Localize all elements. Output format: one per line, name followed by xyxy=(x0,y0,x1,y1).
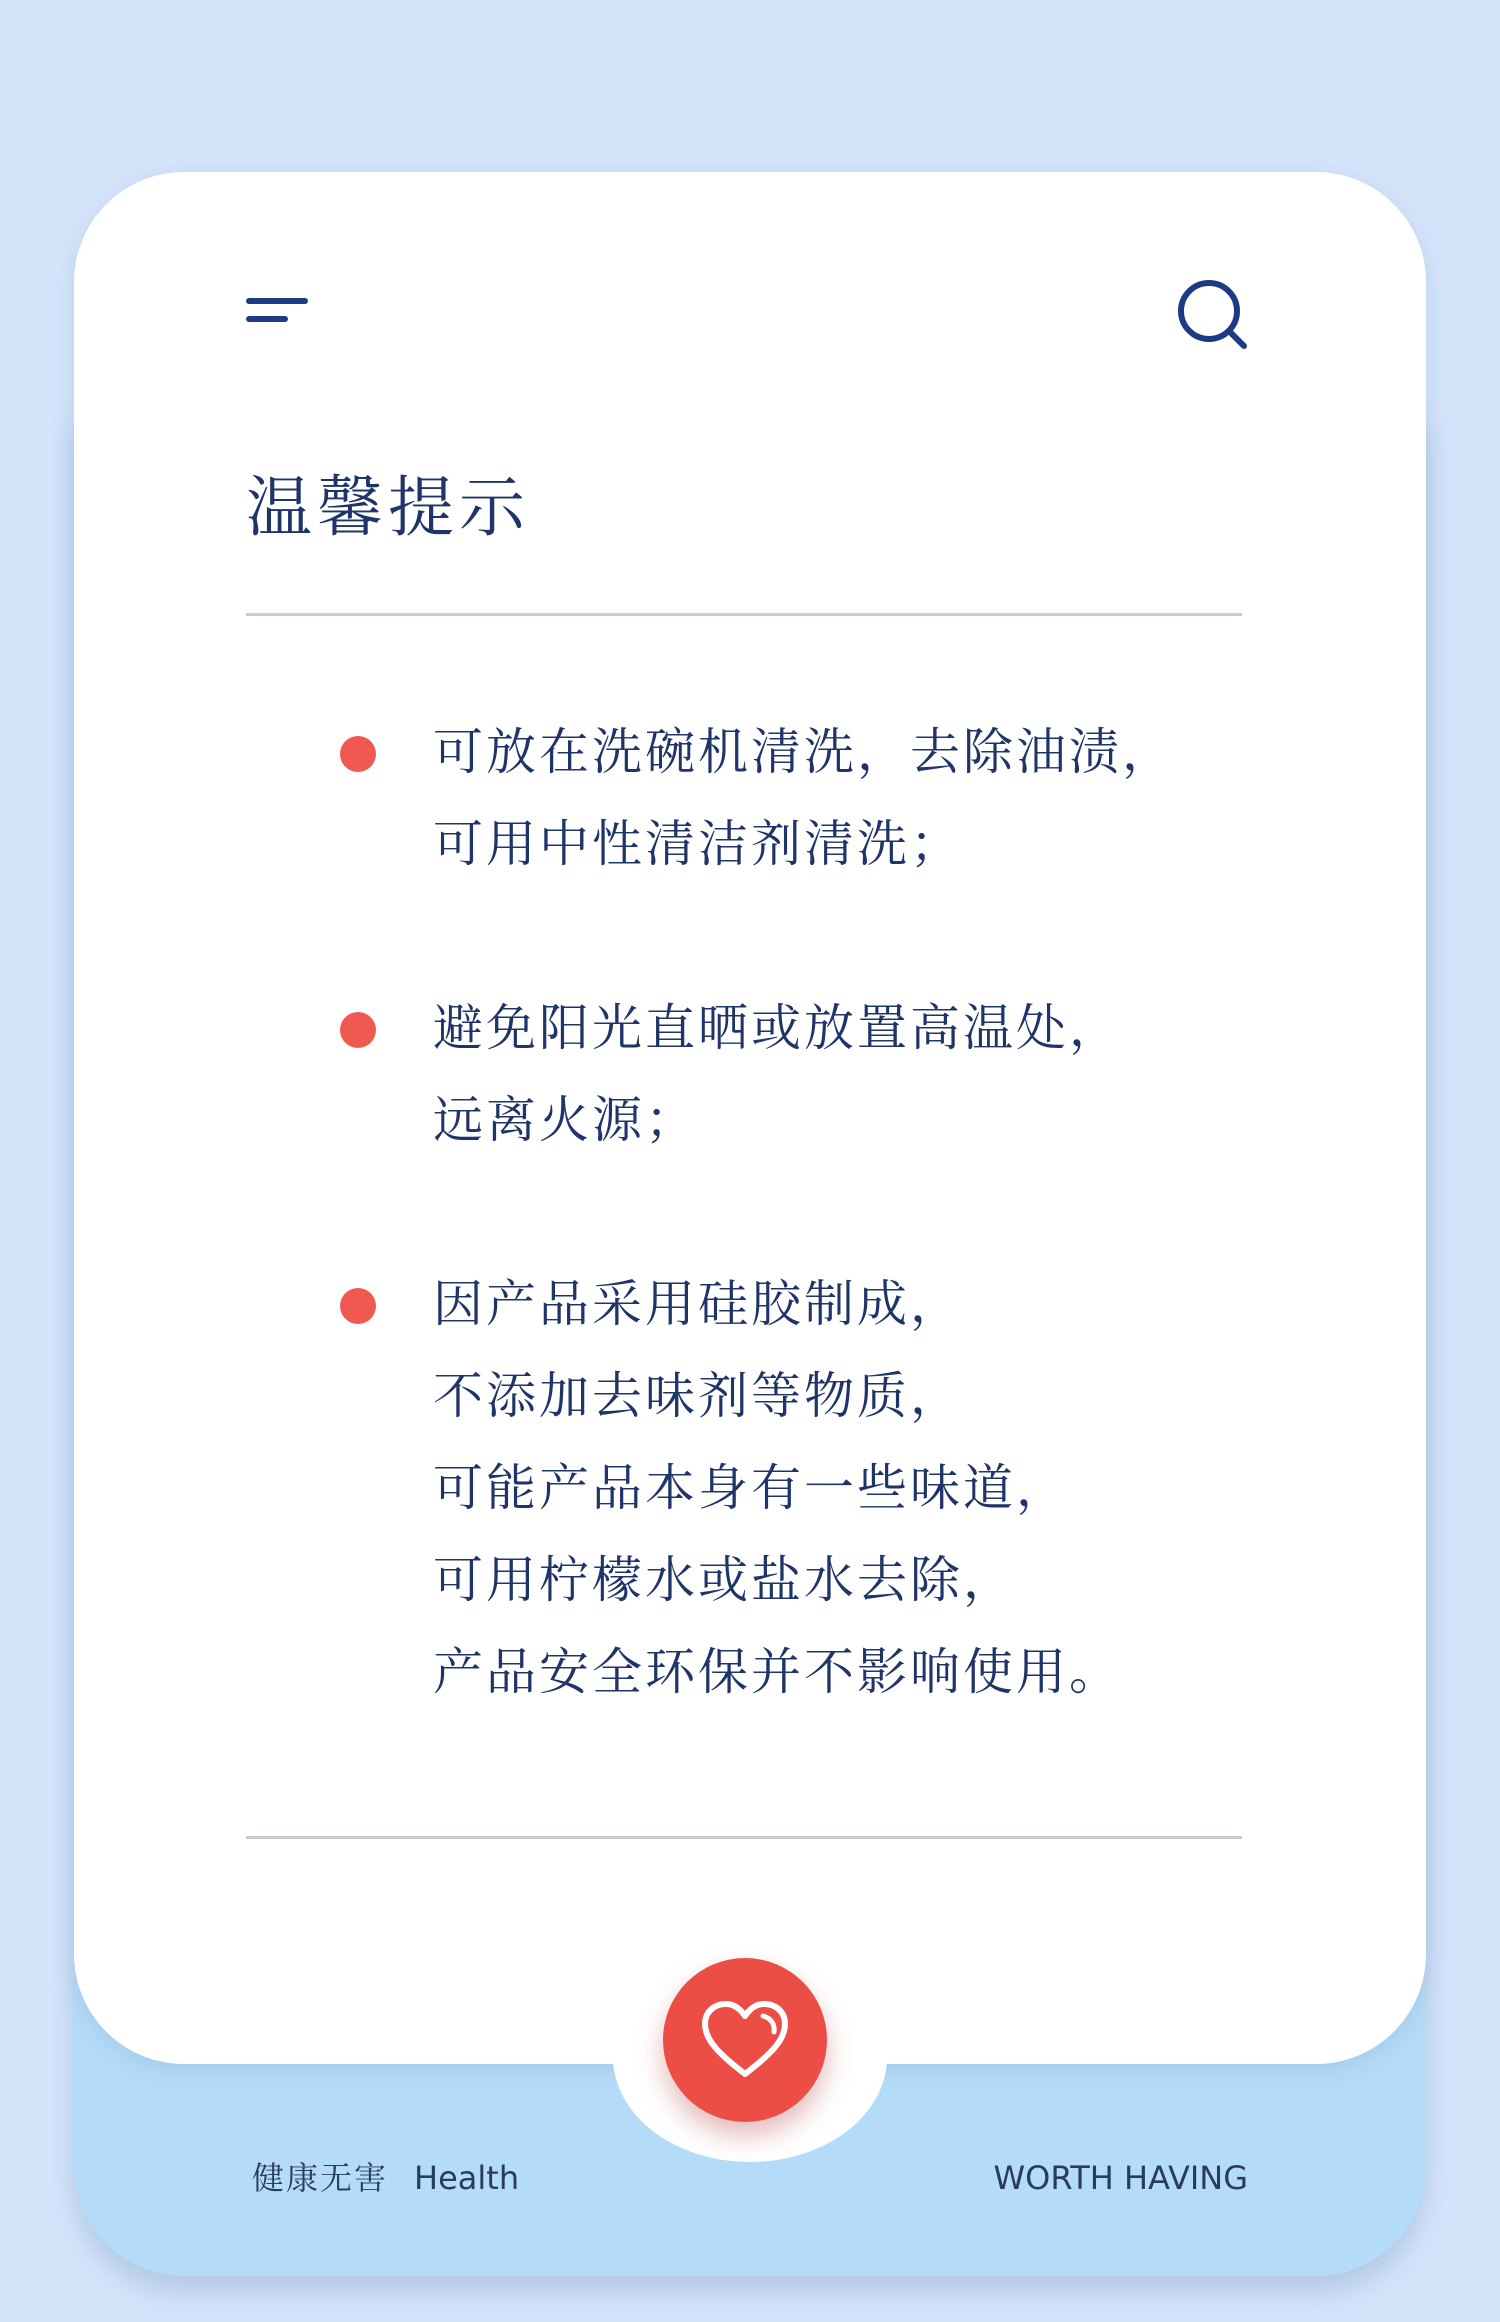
tip-line: 可放在洗碗机清洗，去除油渍， xyxy=(433,723,1175,781)
menu-icon[interactable] xyxy=(246,294,312,334)
tip-line: 不添加去味剂等物质， xyxy=(433,1367,963,1425)
top-divider xyxy=(246,613,1242,616)
footer-en-text: Health xyxy=(414,2159,520,2197)
bullet-dot xyxy=(340,1288,376,1324)
page-title: 温馨提示 xyxy=(246,469,530,546)
tip-line: 产品安全环保并不影响使用。 xyxy=(433,1643,1122,1701)
footer-right-label: WORTH HAVING xyxy=(993,2159,1248,2197)
heart-icon xyxy=(699,1998,791,2082)
bullet-dot xyxy=(340,1012,376,1048)
footer-cn-text: 健康无害 xyxy=(252,2159,389,2197)
tip-line: 因产品采用硅胶制成， xyxy=(433,1275,963,1333)
tip-line: 可用柠檬水或盐水去除， xyxy=(433,1551,1016,1609)
tip-line: 远离火源； xyxy=(433,1091,698,1149)
search-icon[interactable] xyxy=(1174,276,1252,354)
tip-line: 避免阳光直晒或放置高温处， xyxy=(433,999,1122,1057)
bullet-dot xyxy=(340,736,376,772)
favorite-button[interactable] xyxy=(663,1958,827,2122)
tip-line: 可能产品本身有一些味道， xyxy=(433,1459,1069,1517)
tips-card xyxy=(74,172,1426,2276)
tip-line: 可用中性清洁剂清洗； xyxy=(433,815,963,873)
bottom-divider xyxy=(246,1836,1242,1839)
footer-left-label xyxy=(252,2158,519,2198)
